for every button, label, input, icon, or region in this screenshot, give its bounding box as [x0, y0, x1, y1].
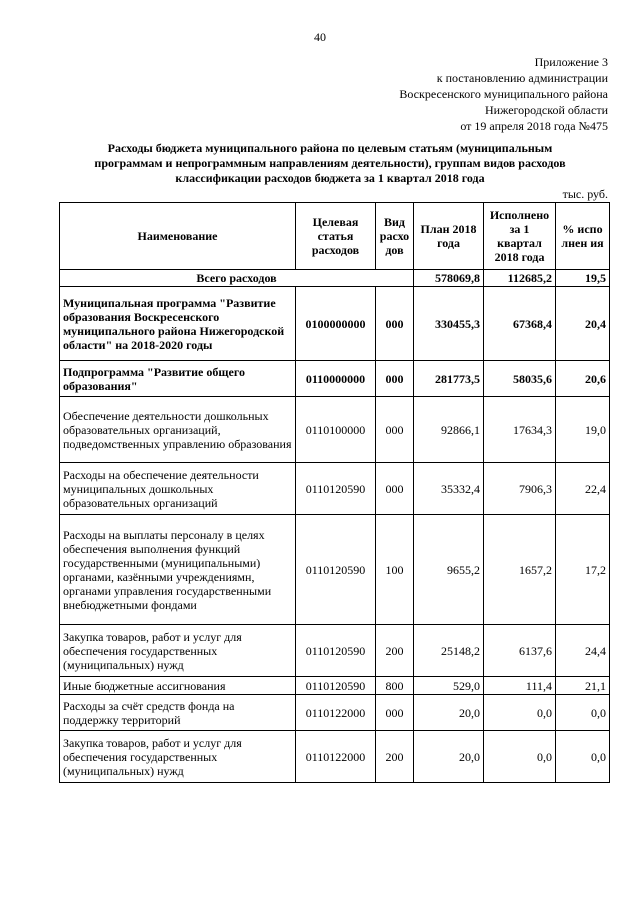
total-plan: 578069,8	[414, 270, 484, 287]
total-label: Всего расходов	[60, 270, 414, 287]
row-percent: 24,4	[556, 625, 610, 677]
table-row	[60, 463, 610, 515]
row-target: 0110120590	[296, 677, 376, 695]
table-row	[60, 695, 610, 731]
row-target: 0110100000	[296, 397, 376, 463]
row-name: Закупка товаров, работ и услуг для обеспечения государственных (муниципальных) нужд	[60, 625, 296, 677]
row-plan: 9655,2	[414, 515, 484, 625]
total-percent: 19,5	[556, 270, 610, 287]
row-plan: 20,0	[414, 695, 484, 731]
header-target: Целевая статья расходов	[296, 203, 376, 270]
row-kind: 100	[376, 515, 414, 625]
row-percent: 17,2	[556, 515, 610, 625]
row-target: 0110000000	[296, 361, 376, 397]
row-target: 0110120590	[296, 625, 376, 677]
table-row	[60, 287, 610, 361]
row-executed: 7906,3	[484, 463, 556, 515]
header-name: Наименование	[60, 203, 296, 270]
row-target: 0110120590	[296, 515, 376, 625]
row-kind: 000	[376, 463, 414, 515]
units-label: тыс. руб.	[562, 187, 608, 201]
page-number: 40	[314, 30, 326, 44]
appendix-line: Нижегородской области	[484, 103, 608, 117]
row-name: Подпрограмма "Развитие общего образования"	[60, 361, 296, 397]
table-row	[60, 361, 610, 397]
appendix-block	[399, 54, 608, 134]
row-plan: 92866,1	[414, 397, 484, 463]
row-plan: 330455,3	[414, 287, 484, 361]
row-kind: 000	[376, 361, 414, 397]
row-percent: 0,0	[556, 695, 610, 731]
header-kind: Вид расхо дов	[376, 203, 414, 270]
row-percent: 19,0	[556, 397, 610, 463]
row-kind: 000	[376, 287, 414, 361]
appendix-line: Воскресенского муниципального района	[399, 87, 608, 101]
title-line: Расходы бюджета муниципального района по целевым статьям (муниципальным	[107, 141, 553, 155]
header-row	[60, 203, 610, 270]
row-kind: 000	[376, 397, 414, 463]
row-target: 0110120590	[296, 463, 376, 515]
row-executed: 58035,6	[484, 361, 556, 397]
row-percent: 20,6	[556, 361, 610, 397]
table-row	[60, 731, 610, 783]
document-title	[60, 141, 600, 186]
row-kind: 200	[376, 625, 414, 677]
row-executed: 6137,6	[484, 625, 556, 677]
appendix-line: к постановлению администрации	[436, 71, 608, 85]
appendix-line: Приложение 3	[534, 55, 608, 69]
row-target: 0110122000	[296, 731, 376, 783]
row-executed: 0,0	[484, 731, 556, 783]
row-percent: 0,0	[556, 731, 610, 783]
row-name: Расходы на выплаты персоналу в целях обеспечения выполнения функций государственными (муниципальными) органами, казёнными учреждениямн, органами управления государственными внебюджетными фондами	[60, 515, 296, 625]
row-percent: 21,1	[556, 677, 610, 695]
table-row	[60, 625, 610, 677]
appendix-line: от 19 апреля 2018 года №475	[460, 119, 608, 133]
row-kind: 000	[376, 695, 414, 731]
row-executed: 111,4	[484, 677, 556, 695]
row-name: Обеспечение деятельности дошкольных образовательных организаций, подведомственных управлению образования	[60, 397, 296, 463]
row-name: Муниципальная программа "Развитие образования Воскресенского муниципального района Нижегородской области" на 2018-2020 годы	[60, 287, 296, 361]
row-plan: 35332,4	[414, 463, 484, 515]
table-row	[60, 515, 610, 625]
total-executed: 112685,2	[484, 270, 556, 287]
row-plan: 281773,5	[414, 361, 484, 397]
row-executed: 67368,4	[484, 287, 556, 361]
row-percent: 22,4	[556, 463, 610, 515]
row-executed: 17634,3	[484, 397, 556, 463]
header-executed: Исполнено за 1 квартал 2018 года	[484, 203, 556, 270]
row-kind: 800	[376, 677, 414, 695]
row-target: 0100000000	[296, 287, 376, 361]
row-kind: 200	[376, 731, 414, 783]
title-line: классификации расходов бюджета за 1 квартал 2018 года	[175, 171, 485, 185]
expenditure-table	[59, 202, 610, 783]
row-plan: 20,0	[414, 731, 484, 783]
row-name: Расходы на обеспечение деятельности муниципальных дошкольных образовательных организаций	[60, 463, 296, 515]
total-row	[60, 270, 610, 287]
title-line: программам и непрограммным направлениям деятельности), группам видов расходов	[94, 156, 566, 170]
row-name: Расходы за счёт средств фонда на поддержку территорий	[60, 695, 296, 731]
row-name: Закупка товаров, работ и услуг для обеспечения государственных (муниципальных) нужд	[60, 731, 296, 783]
table-row	[60, 677, 610, 695]
row-name: Иные бюджетные ассигнования	[60, 677, 296, 695]
row-percent: 20,4	[556, 287, 610, 361]
header-plan: План 2018 года	[414, 203, 484, 270]
row-executed: 1657,2	[484, 515, 556, 625]
row-executed: 0,0	[484, 695, 556, 731]
table-row	[60, 397, 610, 463]
header-percent: % испо лнен ия	[556, 203, 610, 270]
row-plan: 529,0	[414, 677, 484, 695]
row-plan: 25148,2	[414, 625, 484, 677]
row-target: 0110122000	[296, 695, 376, 731]
